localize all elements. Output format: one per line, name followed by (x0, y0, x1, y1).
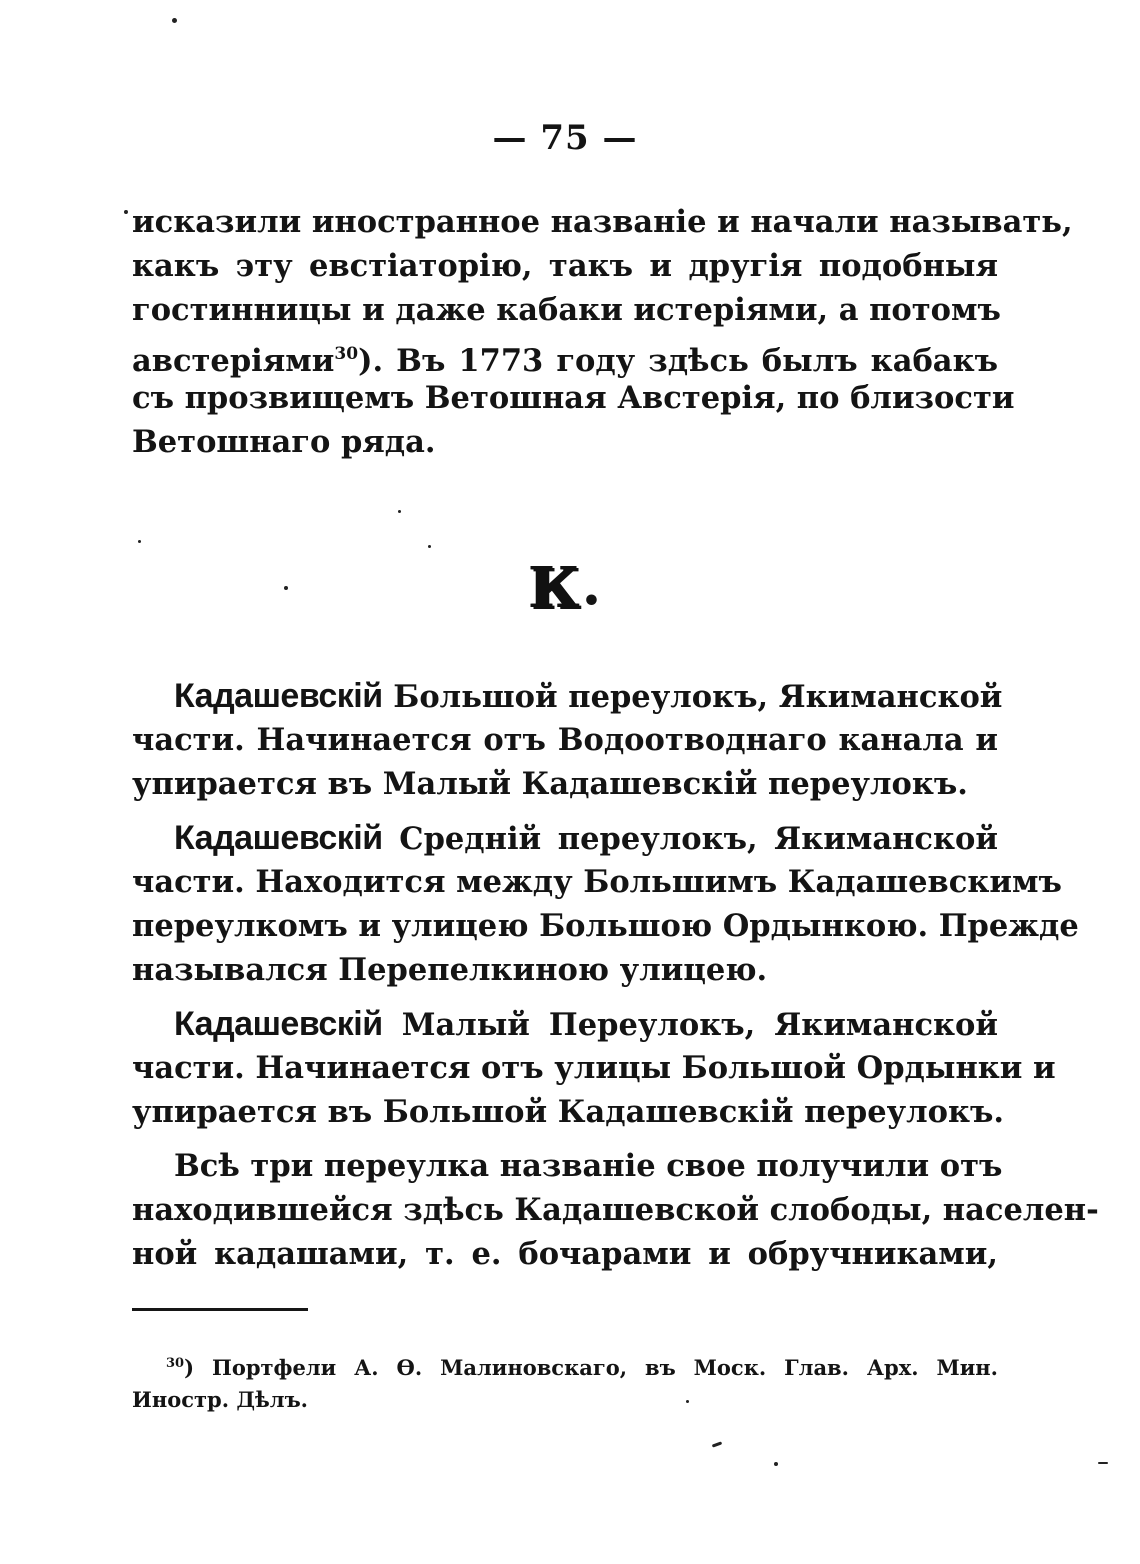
entry-line: назывался Перепелкиною улицею. (132, 952, 768, 988)
entry-first-line (132, 674, 1003, 718)
footnote-reference: 30 (334, 344, 359, 364)
top-paragraph (132, 200, 1073, 464)
paragraph-line-with-note (132, 332, 998, 379)
scan-speck (398, 510, 401, 513)
section-letter-heading (0, 556, 1130, 634)
footnote-line: Иностр. Дѣлъ. (132, 1387, 308, 1412)
closing-paragraph (132, 1144, 1099, 1276)
scan-speck (686, 1400, 689, 1403)
entry-text: Малый Переулокъ, Якиманской (401, 1007, 998, 1043)
footnote-marker: 30 (166, 1356, 185, 1371)
entry-first-line (132, 816, 998, 860)
footnote-rule (132, 1308, 308, 1311)
entry-line: упирается въ Малый Кадашевскій переулокъ. (132, 766, 968, 802)
paragraph-line: Всѣ три переулка названіе свое получили отъ (174, 1148, 1003, 1184)
scan-speck (428, 545, 431, 548)
entry-line: упирается въ Большой Кадашевскій переулокъ. (132, 1094, 1005, 1130)
scan-speck (124, 210, 128, 214)
paragraph-line: находившейся здѣсь Кадашевской слободы, населен- (132, 1192, 1099, 1228)
entry-kadashevsky-maly (132, 1002, 1056, 1134)
section-letter-dot: • (581, 584, 602, 619)
entry-term: Кадашевскій (174, 1005, 383, 1043)
paragraph-text: ). Въ 1773 году здѣсь былъ кабакъ (358, 343, 998, 379)
paragraph-line: ной кадашами, т. е. бочарами и обручниками, (132, 1236, 998, 1272)
scan-speck (172, 18, 177, 23)
entry-kadashevsky-bolshoy (132, 674, 1003, 806)
entry-term: Кадашевскій (174, 677, 383, 715)
entry-line: части. Начинается отъ Водоотводнаго канала и (132, 722, 998, 758)
paragraph-line: Ветошнаго ряда. (132, 424, 436, 460)
scan-speck (712, 1441, 722, 1447)
entry-first-line (132, 1002, 998, 1046)
entry-text: Большой переулокъ, Якиманской (393, 679, 1003, 715)
entry-line: переулкомъ и улицею Большою Ордынкою. Прежде (132, 908, 1079, 944)
entry-term: Кадашевскій (174, 819, 383, 857)
paragraph-line: какъ эту евстіаторію, такъ и другія подобныя (132, 248, 998, 284)
paragraph-line: исказили иностранное названіе и начали называть, (132, 204, 1073, 240)
paragraph-line: съ прозвищемъ Ветошная Австерія, по близости (132, 380, 1015, 416)
footnote-line (132, 1346, 998, 1382)
scan-speck (774, 1462, 778, 1466)
entry-kadashevsky-sredniy (132, 816, 1079, 992)
entry-line: части. Находится между Большимъ Кадашевскимъ (132, 864, 1062, 900)
section-letter: К (528, 555, 582, 621)
page-number: — 75 — (492, 118, 638, 158)
scan-speck (138, 540, 141, 543)
paragraph-line: гостинницы и даже кабаки истеріями, а потомъ (132, 292, 1001, 328)
footnote-text: ) Портфели А. Ѳ. Малиновскаго, въ Моск. Глав. Арх. Мин. (184, 1355, 998, 1380)
scan-speck (284, 586, 288, 590)
paragraph-text: австеріями (132, 343, 335, 379)
entry-line: части. Начинается отъ улицы Большой Ордынки и (132, 1050, 1056, 1086)
footnote (132, 1346, 998, 1418)
scan-speck (1098, 1462, 1108, 1464)
entry-text: Средній переулокъ, Якиманской (399, 821, 998, 857)
